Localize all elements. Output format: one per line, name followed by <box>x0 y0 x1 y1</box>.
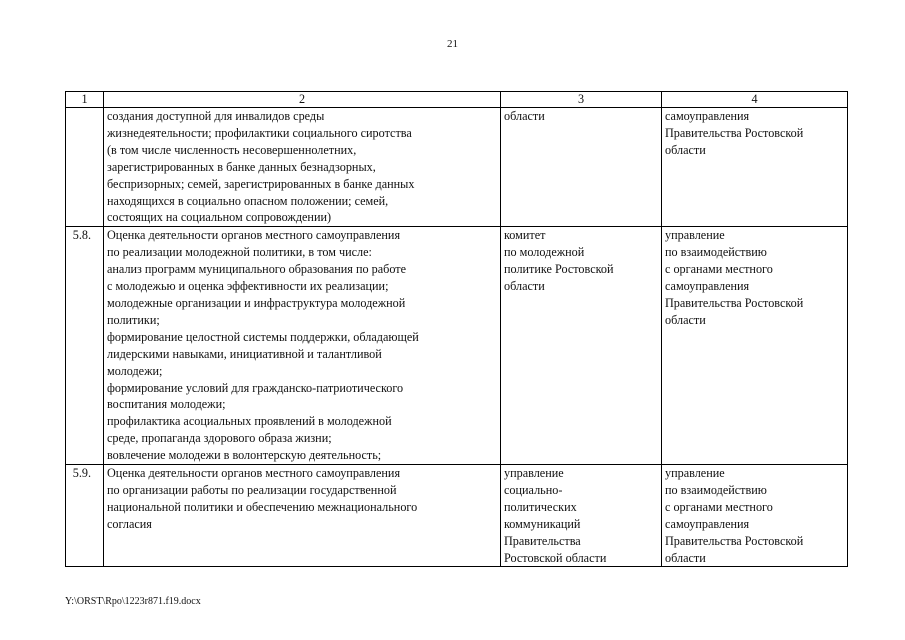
row-number: 5.8. <box>66 227 104 465</box>
file-path-footer: Y:\ORST\Rpo\1223r871.f19.docx <box>65 596 201 607</box>
row-number: 5.9. <box>66 465 104 567</box>
row-number <box>66 108 104 227</box>
row-executor: управление социально- политических коммуникаций Правительства Ростовской области <box>501 465 662 567</box>
plan-table <box>65 91 848 567</box>
table-row <box>66 465 848 567</box>
table-row <box>66 108 848 227</box>
table-header-row <box>66 92 848 108</box>
table-row <box>66 227 848 465</box>
column-header-4: 4 <box>662 92 848 108</box>
row-executor: комитет по молодежной политике Ростовской области <box>501 227 662 465</box>
row-description: Оценка деятельности органов местного самоуправления по организации работы по реализации государственной национальной политики и обеспечению межнационального согласия <box>104 465 501 567</box>
column-header-1: 1 <box>66 92 104 108</box>
row-coexecutor: самоуправления Правительства Ростовской области <box>662 108 848 227</box>
row-coexecutor: управление по взаимодействию с органами местного самоуправления Правительства Ростовской области <box>662 227 848 465</box>
column-header-3: 3 <box>501 92 662 108</box>
row-description: создания доступной для инвалидов среды жизнедеятельности; профилактики социального сиротства (в том числе численность несовершеннолетних, зарегистрированных в банке данных безнадзорных, беспризорных; семей, зарегистрированных в банке данных находящихся в социально опасном положении; семей, состоящих на социальном сопровождении) <box>104 108 501 227</box>
row-coexecutor: управление по взаимодействию с органами местного самоуправления Правительства Ростовской области <box>662 465 848 567</box>
page-number: 21 <box>447 38 458 50</box>
column-header-2: 2 <box>104 92 501 108</box>
row-executor: области <box>501 108 662 227</box>
row-description: Оценка деятельности органов местного самоуправления по реализации молодежной политики, в том числе: анализ программ муниципального образования по работе с молодежью и оценка эффективности их реализации; молодежные организации и инфраструктура молодежной политики; формирование целостной системы поддержки, обладающей лидерскими навыками, инициативной и талантливой молодежи; формирование условий для гражданско-патриотического воспитания молодежи; профилактика асоциальных проявлений в молодежной среде, пропаганда здорового образа жизни; вовлечение молодежи в волонтерскую деятельность; <box>104 227 501 465</box>
